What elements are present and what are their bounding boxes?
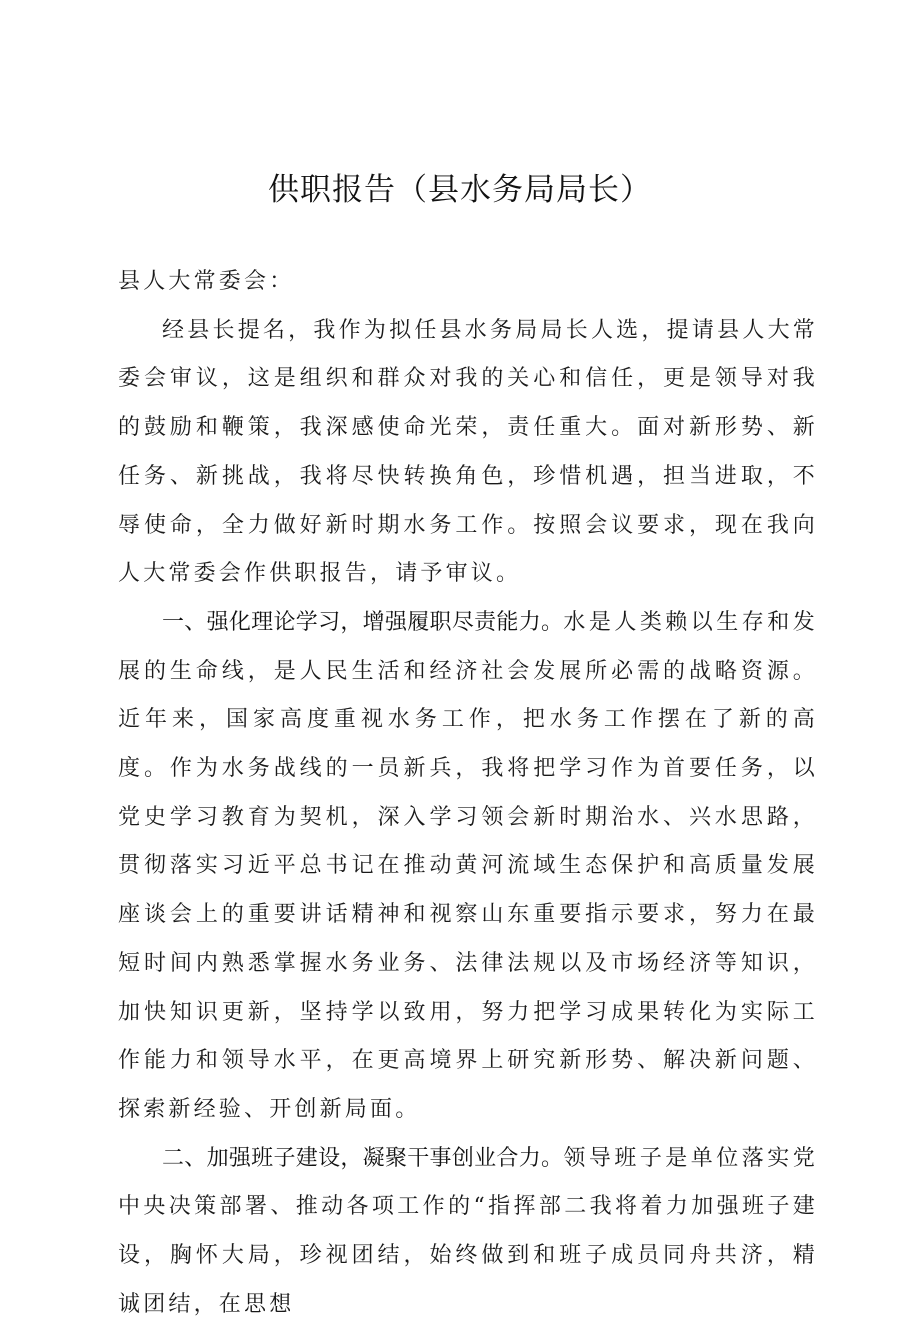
section-2-text: 领导班子是单位落实党中央决策部署、推动各项工作的“指挥部二我将着力加强班子建设，胸怀大局，珍视团结，始终做到和班子成员同舟共济，精诚团结，在思想 (118, 1145, 818, 1317)
section-1-heading: 一、强化理论学习，增强履职尽责能力。 (162, 609, 564, 635)
section-2-heading: 二、加强班子建设，凝聚干事创业合力。 (162, 1145, 564, 1171)
section-1-text: 水是人类赖以生存和发展的生命线，是人民生活和经济社会发展所必需的战略资源。近年来，国家高度重视水务工作，把水务工作摆在了新的高度。作为水务战线的一员新兵，我将把学习作为首要任务，以党史学习教育为契机，深入学习领会新时期治水、兴水思路，贯彻落实习近平总书记在推动黄河流域生态保护和高质量发展座谈会上的重要讲话精神和视察山东重要指示要求，努力在最短时间内熟悉掌握水务业务、法律法规以及市场经济等知识，加快知识更新，坚持学以致用，努力把学习成果转化为实际工作能力和领导水平，在更高境界上研究新形势、解决新问题、探索新经验、开创新局面。 (118, 609, 818, 1122)
intro-paragraph: 经县长提名，我作为拟任县水务局局长人选，提请县人大常委会审议，这是组织和群众对我的关心和信任，更是领导对我的鼓励和鞭策，我深感使命光荣，责任重大。面对新形势、新任务、新挑战，我将尽快转换角色，珍惜机遇，担当进取，不辱使命，全力做好新时期水务工作。按照会议要求，现在我向人大常委会作供职报告，请予审议。 (118, 317, 818, 587)
document-body (118, 258, 818, 1329)
salutation: 县人大常委会： (118, 269, 295, 294)
section-1-paragraph (118, 599, 818, 1135)
page-title: 供职报告（县水务局局长） (268, 172, 652, 208)
section-2-paragraph (118, 1135, 818, 1329)
